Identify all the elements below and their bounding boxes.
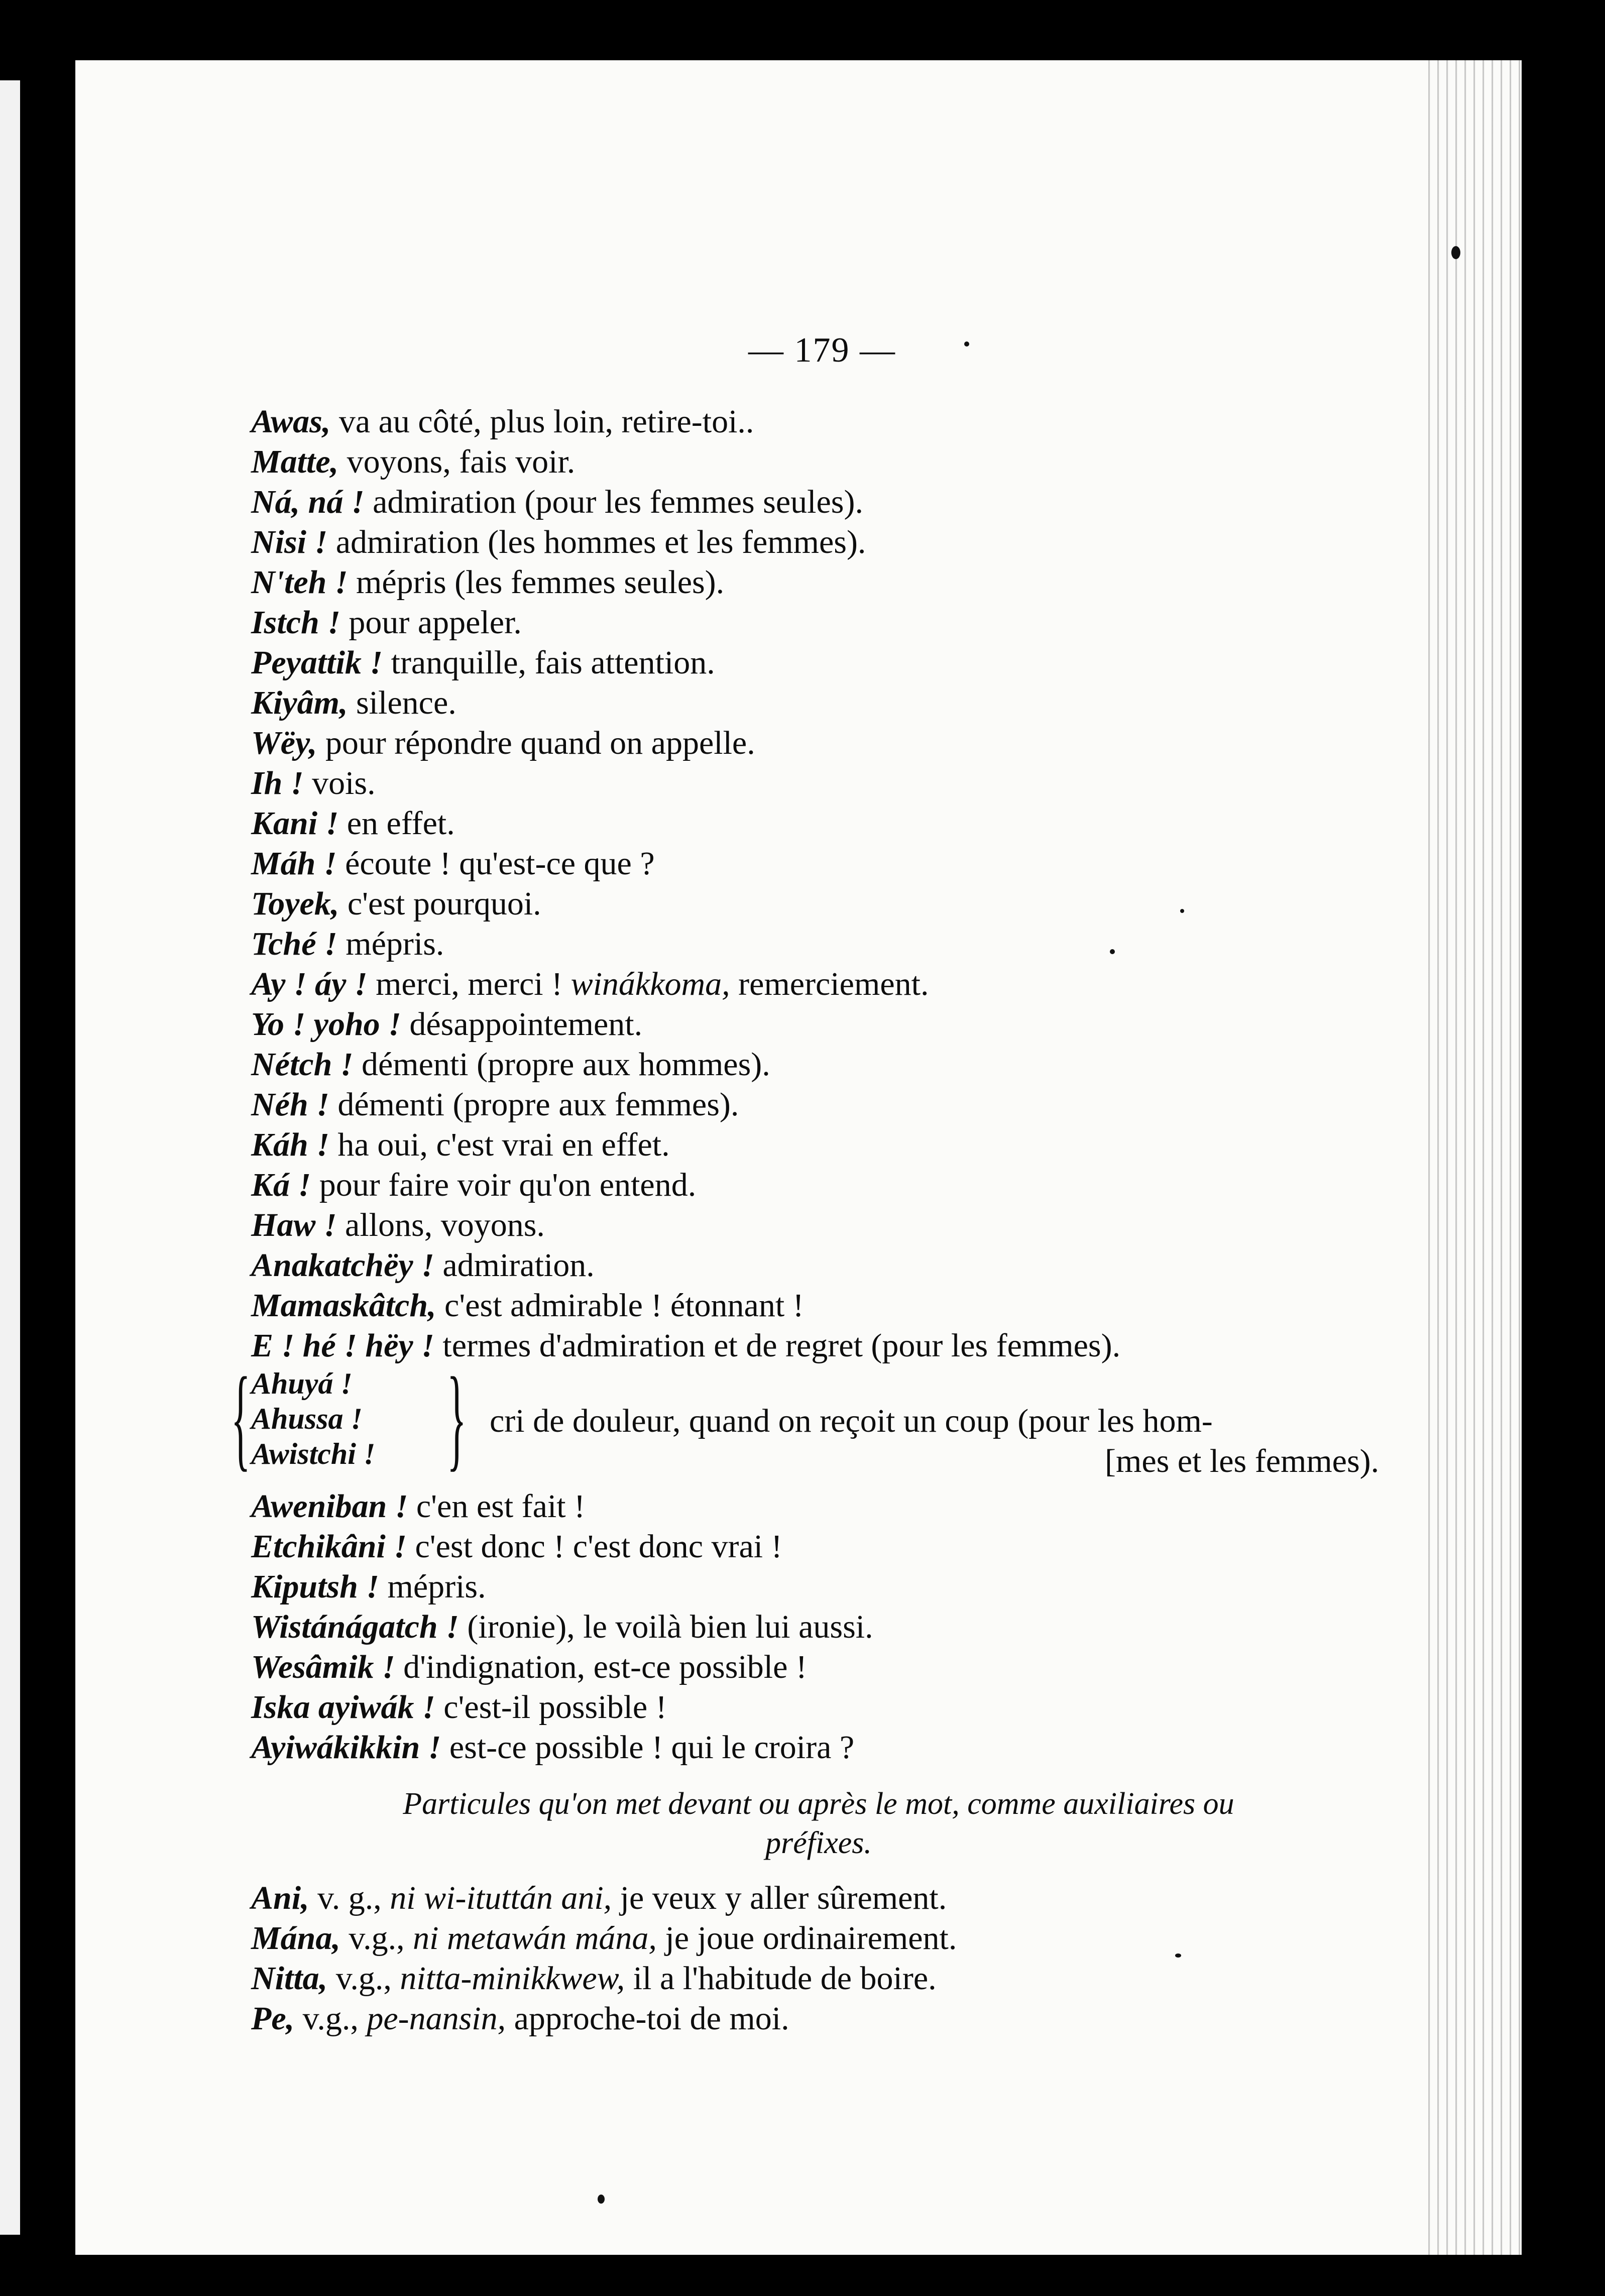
ink-speck <box>1180 909 1184 913</box>
section-heading: Particules qu'on met devant ou après le mot, comme auxiliaires ou <box>403 1787 1234 1821</box>
entry-peyattik: Peyattik ! tranquille, fais attention. <box>251 644 715 681</box>
entry-ih: Ih ! vois. <box>251 765 376 801</box>
right-brace: } <box>447 1353 467 1481</box>
entry-istch: Istch ! pour appeler. <box>251 604 522 641</box>
entry-etchikani: Etchikâni ! c'est donc ! c'est donc vrai ! <box>251 1528 782 1565</box>
entry-nisi: Nisi ! admiration (les hommes et les femmes). <box>251 524 866 560</box>
entry-toyek: Toyek, c'est pourquoi. <box>251 885 541 922</box>
ink-speck <box>598 2195 605 2204</box>
entry-tche: Tché ! mépris. <box>251 926 444 962</box>
entry-kiyam: Kiyâm, silence. <box>251 684 456 721</box>
braced-description: cri de douleur, quand on reçoit un coup (pour les hom- <box>490 1403 1213 1439</box>
entry-wesamik: Wesâmik ! d'indignation, est-ce possible ! <box>251 1649 807 1685</box>
particle-ani: Ani, v. g., ni wi-ituttán ani, je veux y aller sûrement. <box>251 1880 947 1916</box>
ink-speck <box>964 341 969 347</box>
entry-kani: Kani ! en effet. <box>251 805 455 842</box>
entry-na: Ná, ná ! admiration (pour les femmes seules). <box>251 484 863 520</box>
braced-continuation: [mes et les femmes). <box>1105 1443 1380 1479</box>
braced-term: Awistchi ! <box>251 1437 376 1470</box>
entry-kiputsh: Kiputsh ! mépris. <box>251 1568 486 1605</box>
particle-mana: Mána, v.g., ni metawán mána, je joue ordinairement. <box>251 1920 957 1957</box>
page-fore-edge <box>1421 60 1522 2255</box>
entry-netch: Nétch ! démenti (propre aux hommes). <box>251 1046 770 1083</box>
entry-mamaskatch: Mamaskâtch, c'est admirable ! étonnant ! <box>251 1287 804 1324</box>
entry-wistanagatch: Wistánágatch ! (ironie), le voilà bien lui aussi. <box>251 1609 873 1645</box>
braced-entry-group <box>231 1353 1386 1491</box>
entry-ka: Ká ! pour faire voir qu'on entend. <box>251 1167 697 1203</box>
braced-term: Ahussa ! <box>251 1402 363 1435</box>
entry-kah: Káh ! ha oui, c'est vrai en effet. <box>251 1126 670 1163</box>
adjacent-page-edge <box>0 80 20 2235</box>
particle-pe: Pe, v.g., pe-nansin, approche-toi de moi. <box>251 2000 789 2037</box>
ink-speck <box>1451 246 1460 259</box>
entry-awas: Awas, va au côté, plus loin, retire-toi.. <box>251 403 754 440</box>
entry-mah: Máh ! écoute ! qu'est-ce que ? <box>251 845 655 882</box>
ink-speck <box>1110 949 1115 954</box>
ink-speck <box>1175 1954 1181 1958</box>
section-heading-continuation: préfixes. <box>765 1826 872 1860</box>
entry-iska-ayiwak: Iska ayiwák ! c'est-il possible ! <box>251 1689 667 1726</box>
braced-term: Ahuyá ! <box>251 1367 353 1400</box>
entry-e-he-hey: E ! hé ! hëy ! termes d'admiration et de regret (pour les femmes). <box>251 1327 1121 1364</box>
entry-neh: Néh ! démenti (propre aux femmes). <box>251 1086 739 1123</box>
entry-yo: Yo ! yoho ! désappointement. <box>251 1006 643 1043</box>
entry-haw: Haw ! allons, voyons. <box>251 1207 545 1243</box>
entry-anakatchey: Anakatchëy ! admiration. <box>251 1247 595 1284</box>
entry-matte: Matte, voyons, fais voir. <box>251 443 576 480</box>
particle-nitta: Nitta, v.g., nitta-minikkwew, il a l'habitude de boire. <box>251 1960 937 1997</box>
entry-ay: Ay ! áy ! merci, merci ! winákkoma, remerciement. <box>251 966 929 1002</box>
entry-nteh: N'teh ! mépris (les femmes seules). <box>251 564 725 601</box>
entry-ayiwakikkin: Ayiwákikkin ! est-ce possible ! qui le croira ? <box>251 1729 855 1766</box>
page-number: — 179 — <box>748 331 896 370</box>
book-page <box>75 60 1522 2255</box>
entry-wey: Wëy, pour répondre quand on appelle. <box>251 725 755 761</box>
entry-aweniban: Aweniban ! c'en est fait ! <box>251 1488 586 1525</box>
left-brace: { <box>231 1353 251 1481</box>
